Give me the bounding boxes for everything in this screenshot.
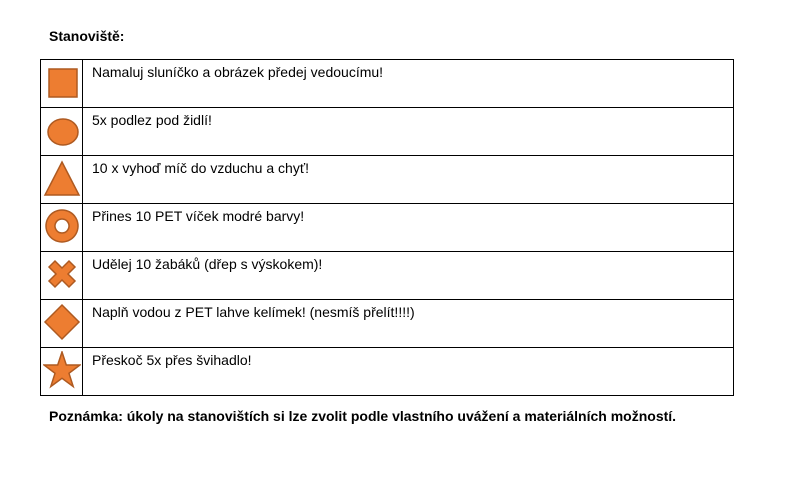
table-row <box>41 204 734 252</box>
shape-cell <box>41 300 83 348</box>
table-row <box>41 108 734 156</box>
table-row <box>41 156 734 204</box>
table-row <box>41 300 734 348</box>
station-task: Udělej 10 žabáků (dřep s výskokem)! <box>83 252 734 300</box>
station-task: Přeskoč 5x přes švihadlo! <box>83 348 734 396</box>
shape-cell <box>41 108 83 156</box>
diamond-icon <box>43 303 81 341</box>
station-task: Namaluj sluníčko a obrázek předej vedoucímu! <box>83 60 734 108</box>
shape-cell <box>41 348 83 396</box>
table-row <box>41 348 734 396</box>
shape-cell <box>41 252 83 300</box>
table-row <box>41 60 734 108</box>
ring-icon <box>43 207 81 245</box>
triangle-icon <box>43 159 81 197</box>
cross-icon <box>43 255 81 293</box>
note-paragraph: Poznámka: úkoly na stanovištích si lze zvolit podle vlastního uvážení a materiálních možností. <box>49 408 677 424</box>
section-heading: Stanoviště: <box>49 28 125 44</box>
table-row <box>41 252 734 300</box>
stations-table <box>40 59 734 396</box>
shape-cell <box>41 204 83 252</box>
station-task: Naplň vodou z PET lahve kelímek! (nesmíš přelít!!!!) <box>83 300 734 348</box>
star-icon <box>43 351 81 389</box>
station-task: Přines 10 PET víček modré barvy! <box>83 204 734 252</box>
square-icon <box>43 63 81 101</box>
station-task: 10 x vyhoď míč do vzduchu a chyť! <box>83 156 734 204</box>
circle-icon <box>43 111 81 149</box>
shape-cell <box>41 156 83 204</box>
shape-cell <box>41 60 83 108</box>
station-task: 5x podlez pod židlí! <box>83 108 734 156</box>
